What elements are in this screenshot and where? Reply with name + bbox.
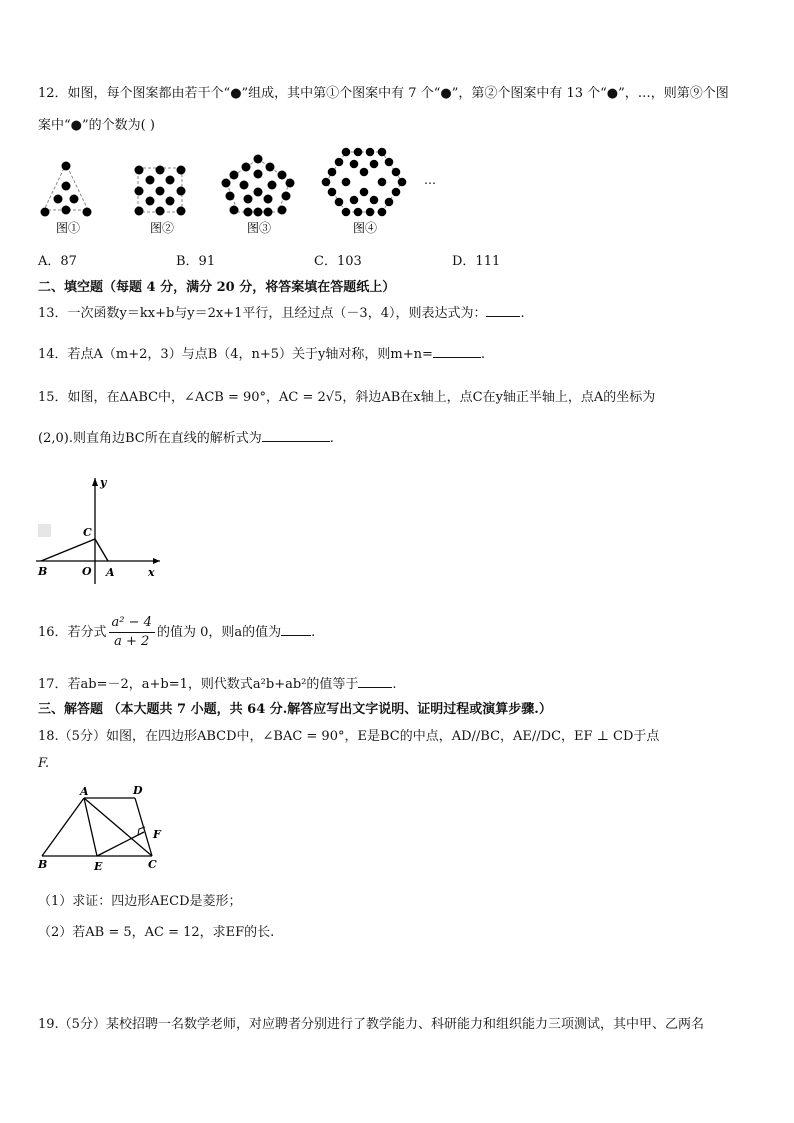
q12-figures: [36, 144, 456, 240]
q14-answer-blank: [433, 345, 481, 358]
q12-line1: 12．如图，每个图案都由若干个“●”组成，其中第①个图案中有 7 个“●”，第②个图案中有 13 个“●”，…，则第⑨个图: [38, 86, 729, 101]
q16-end: .: [311, 625, 316, 640]
fig18-label-d: D: [133, 784, 143, 797]
fig15-label-a: A: [106, 566, 115, 579]
q15-end: .: [329, 431, 334, 446]
q17-text: 17．若ab=－2，a+b=1，则代数式a²b+ab²的值等于: [38, 677, 359, 692]
q12-option-c: C．103: [314, 254, 362, 269]
q13-end: .: [520, 306, 525, 321]
q18-part1: （1）求证：四边形AECD是菱形；: [38, 894, 242, 909]
q16-numerator: a² − 4: [109, 614, 155, 633]
q16: [38, 614, 315, 652]
q15-answer-blank: [262, 429, 330, 442]
pattern-ellipsis: …: [424, 173, 436, 187]
fig15-label-y: y: [100, 476, 107, 489]
q15-line1: 15．如图，在ΔABC中，∠ACB = 90°，AC = 2√5，斜边AB在x轴上，点C在y轴正半轴上，点A的坐标为: [38, 390, 656, 405]
fig15-label-x: x: [148, 566, 155, 579]
q18-part2: （2）若AB = 5，AC = 12，求EF的长.: [38, 925, 275, 940]
fig15-label-o: O: [82, 565, 92, 578]
q18-figure: [32, 782, 172, 874]
q13: [38, 302, 525, 321]
pattern-figure-2: [135, 166, 186, 216]
q12-option-a: A．87: [38, 254, 77, 269]
section-2-title: 二、填空题（每题 4 分，满分 20 分，将答案填在答题纸上）: [38, 280, 396, 295]
q15-figure: [30, 468, 170, 586]
fig18-label-e: E: [94, 860, 103, 873]
fig18-label-b: B: [38, 858, 48, 871]
q17: [38, 673, 397, 692]
q14-end: .: [480, 347, 486, 362]
pattern-figure-4: [322, 148, 407, 217]
pattern-figure-3: [222, 155, 295, 217]
figure-placeholder-square: [38, 524, 51, 537]
x-axis-arrow: [153, 558, 160, 564]
q16-post: 的值为 0，则a的值为: [156, 625, 282, 640]
q14-text: 14．若点A（m+2，3）与点B（4，n+5）关于y轴对称，则m+n=: [38, 347, 433, 362]
fig18-label-c: C: [148, 858, 157, 871]
q16-denominator: a + 2: [114, 634, 150, 649]
q18-line2: F.: [38, 756, 50, 771]
q13-answer-blank: [486, 304, 520, 317]
y-axis-arrow: [92, 478, 98, 486]
figure-label-4: 图④: [353, 221, 378, 235]
pattern-figure-1: [41, 162, 92, 217]
q15-line2-text: (2,0).则直角边BC所在直线的解析式为: [38, 431, 262, 446]
q14: [38, 343, 485, 362]
figure-label-2: 图②: [150, 221, 175, 235]
q12-line2: 案中“●”的个数为( ): [38, 118, 155, 133]
q16-answer-blank: [281, 623, 311, 636]
figure-label-3: 图③: [247, 221, 272, 235]
figure-label-1: 图①: [56, 221, 81, 235]
q19-line1: 19.（5分）某校招聘一名数学老师，对应聘者分别进行了教学能力、科研能力和组织能力三项测试，其中甲、乙两名: [38, 1017, 704, 1032]
q17-end: .: [392, 677, 397, 692]
q18-line1: 18.（5分）如图，在四边形ABCD中，∠BAC = 90°，E是BC的中点，AD//BC，AE//DC，EF ⊥ CD于点: [38, 729, 660, 744]
fig15-label-c: C: [83, 526, 92, 539]
fig18-label-a: A: [80, 785, 89, 798]
q15-line2: [38, 427, 334, 446]
q12-option-d: D．111: [452, 254, 501, 269]
q16-pre: 16．若分式: [38, 625, 107, 640]
fig15-label-b: B: [38, 565, 48, 578]
section-3-title: 三、解答题 （本大题共 7 小题，共 64 分.解答应写出文字说明、证明过程或演算步骤.）: [38, 702, 552, 717]
q13-text: 13．一次函数y＝kx+b与y＝2x+1平行，且经过点（－3，4），则表达式为：: [38, 306, 487, 321]
q17-answer-blank: [358, 675, 392, 688]
q16-fraction: [109, 614, 155, 651]
q12-option-b: B．91: [176, 254, 216, 269]
fig18-label-f: F: [153, 828, 161, 841]
